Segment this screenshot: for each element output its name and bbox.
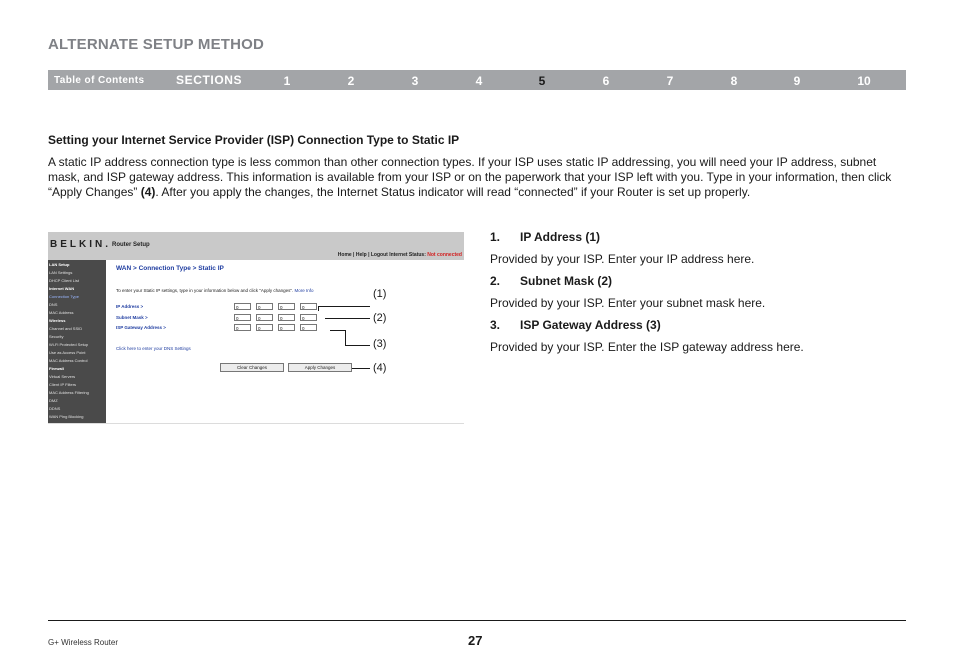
belkin-logo: BELKIN. [50, 239, 111, 250]
router-sidebar-item: Internet WAN [49, 286, 75, 291]
isp-gateway-octet-3[interactable]: 0 [278, 324, 295, 331]
internet-status-value: Not connected [427, 252, 462, 258]
router-sidebar-item[interactable]: DNS [49, 302, 58, 307]
table-of-contents-link[interactable]: Table of Contents [54, 75, 145, 86]
router-sidebar-item[interactable]: Client IP Filters [49, 382, 77, 387]
ip-address-octet-1[interactable]: 0 [234, 303, 251, 310]
intro-paragraph [48, 155, 908, 200]
router-sidebar-item[interactable]: MAC Address Filtering [49, 390, 89, 395]
router-sidebar-item[interactable]: Connection Type [49, 294, 79, 299]
subnet-mask-octet-3[interactable]: 0 [278, 314, 295, 321]
isp-gateway-label: ISP Gateway Address > [116, 325, 166, 330]
router-sidebar-item[interactable]: DDNS [49, 406, 61, 411]
callout-1-label: (1) [373, 288, 387, 300]
router-top-links [338, 252, 462, 258]
callout-2-label: (2) [373, 312, 387, 324]
callout-3-line-h [345, 345, 370, 346]
step-1-label: IP Address (1) [520, 230, 601, 244]
step-2-title [490, 274, 612, 288]
subnet-mask-octet-1[interactable]: 0 [234, 314, 251, 321]
dns-settings-link[interactable]: Click here to enter your DNS Settings [116, 346, 191, 351]
step-2-desc: Provided by your ISP. Enter your subnet mask here. [490, 296, 766, 310]
page-number: 27 [468, 633, 483, 648]
callout-1-line-h [318, 306, 370, 307]
step-3-title [490, 318, 661, 332]
intro-text: A static IP address connection type is less common than other connection types. If your ISP uses static IP addressing, you will need your IP address, subnet mask, and ISP gateway address. This information is available from your ISP or on the paperwork that your ISP left with you. Type in your information, then click “Apply Changes” [48, 155, 892, 199]
router-sidebar-item[interactable]: Wi-Fi Protected Setup [49, 342, 89, 347]
step-2-number: 2. [490, 274, 501, 288]
step-1-number: 1. [490, 230, 501, 244]
footer-rule [48, 620, 906, 621]
callout-4-label: (4) [373, 362, 387, 374]
step-1-title [490, 230, 600, 244]
router-sidebar-item[interactable]: WAN Ping Blocking [49, 414, 84, 419]
section-nav-bar [48, 70, 906, 90]
section-link-7[interactable]: 7 [666, 74, 674, 88]
ip-address-octet-4[interactable]: 0 [300, 303, 317, 310]
router-sidebar-item[interactable]: MAC Address [49, 310, 74, 315]
router-sidebar-item[interactable]: Security [49, 334, 64, 339]
section-link-9[interactable]: 9 [793, 74, 801, 88]
router-setup-title: Router Setup [112, 242, 150, 248]
clear-changes-button[interactable]: Clear Changes [220, 363, 284, 372]
isp-gateway-octet-2[interactable]: 0 [256, 324, 273, 331]
router-sidebar-item: Firewall [49, 366, 64, 371]
section-link-8[interactable]: 8 [730, 74, 738, 88]
router-top-bar [48, 232, 464, 260]
internet-status-label: Internet Status: [389, 252, 426, 258]
router-setup-screenshot [48, 232, 464, 424]
isp-gateway-octet-1[interactable]: 0 [234, 324, 251, 331]
intro-callout-ref: (4) [140, 185, 156, 199]
step-1-desc: Provided by your ISP. Enter your IP address here. [490, 252, 755, 266]
router-instructions [116, 288, 313, 293]
step-2-label: Subnet Mask (2) [520, 274, 613, 288]
callout-4-line-h [352, 368, 370, 369]
ip-address-label: IP Address > [116, 304, 144, 309]
ip-address-octet-3[interactable]: 0 [278, 303, 295, 310]
more-info-link[interactable]: More Info [294, 288, 314, 293]
section-link-2[interactable]: 2 [347, 74, 355, 88]
router-sidebar-item[interactable]: Virtual Servers [49, 374, 76, 379]
footer-product-name: G+ Wireless Router [48, 638, 119, 647]
router-breadcrumb: WAN > Connection Type > Static IP [116, 265, 224, 272]
section-link-5[interactable]: 5 [538, 74, 546, 88]
router-sidebar-item[interactable]: DHCP Client List [49, 278, 79, 283]
callout-2-line-h [325, 318, 370, 319]
section-link-4[interactable]: 4 [475, 74, 483, 88]
header-title: ALTERNATE SETUP METHOD [48, 36, 265, 53]
router-sidebar [48, 260, 106, 423]
sections-label: SECTIONS [176, 73, 243, 87]
callout-3-line-v [345, 330, 346, 345]
subnet-mask-octet-4[interactable]: 0 [300, 314, 317, 321]
router-sidebar-item[interactable]: Channel and SSID [49, 326, 83, 331]
router-sidebar-item: Wireless [49, 318, 66, 323]
section-link-3[interactable]: 3 [411, 74, 419, 88]
callout-3-line-top [330, 330, 346, 331]
router-sidebar-item[interactable]: LAN Settings [49, 270, 73, 275]
section-link-6[interactable]: 6 [602, 74, 610, 88]
isp-gateway-octet-4[interactable]: 0 [300, 324, 317, 331]
section-heading: Setting your Internet Service Provider (ISP) Connection Type to Static IP [48, 133, 460, 147]
instructions-text: To enter your Static IP settings, type in your information below and click "Apply changes". [116, 288, 295, 293]
router-sidebar-item[interactable]: DMZ [49, 398, 58, 403]
subnet-mask-label: Subnet Mask > [116, 315, 148, 320]
step-3-number: 3. [490, 318, 501, 332]
router-sidebar-item[interactable]: MAC Address Control [49, 358, 88, 363]
step-3-label: ISP Gateway Address (3) [520, 318, 661, 332]
callout-1-line-v [318, 306, 319, 311]
ip-address-octet-2[interactable]: 0 [256, 303, 273, 310]
router-sidebar-item[interactable]: Use as Access Point [49, 350, 86, 355]
apply-changes-button[interactable]: Apply Changes [288, 363, 352, 372]
callout-3-label: (3) [373, 338, 387, 350]
router-sidebar-item: LAN Setup [49, 262, 70, 267]
section-link-10[interactable]: 10 [857, 74, 871, 88]
intro-text-end: . After you apply the changes, the Internet Status indicator will read “connected” if your Router is set up properly. [155, 185, 751, 199]
section-link-1[interactable]: 1 [283, 74, 291, 88]
router-nav-links[interactable]: Home | Help | Logout [337, 252, 388, 258]
step-3-desc: Provided by your ISP. Enter the ISP gateway address here. [490, 340, 804, 354]
subnet-mask-octet-2[interactable]: 0 [256, 314, 273, 321]
